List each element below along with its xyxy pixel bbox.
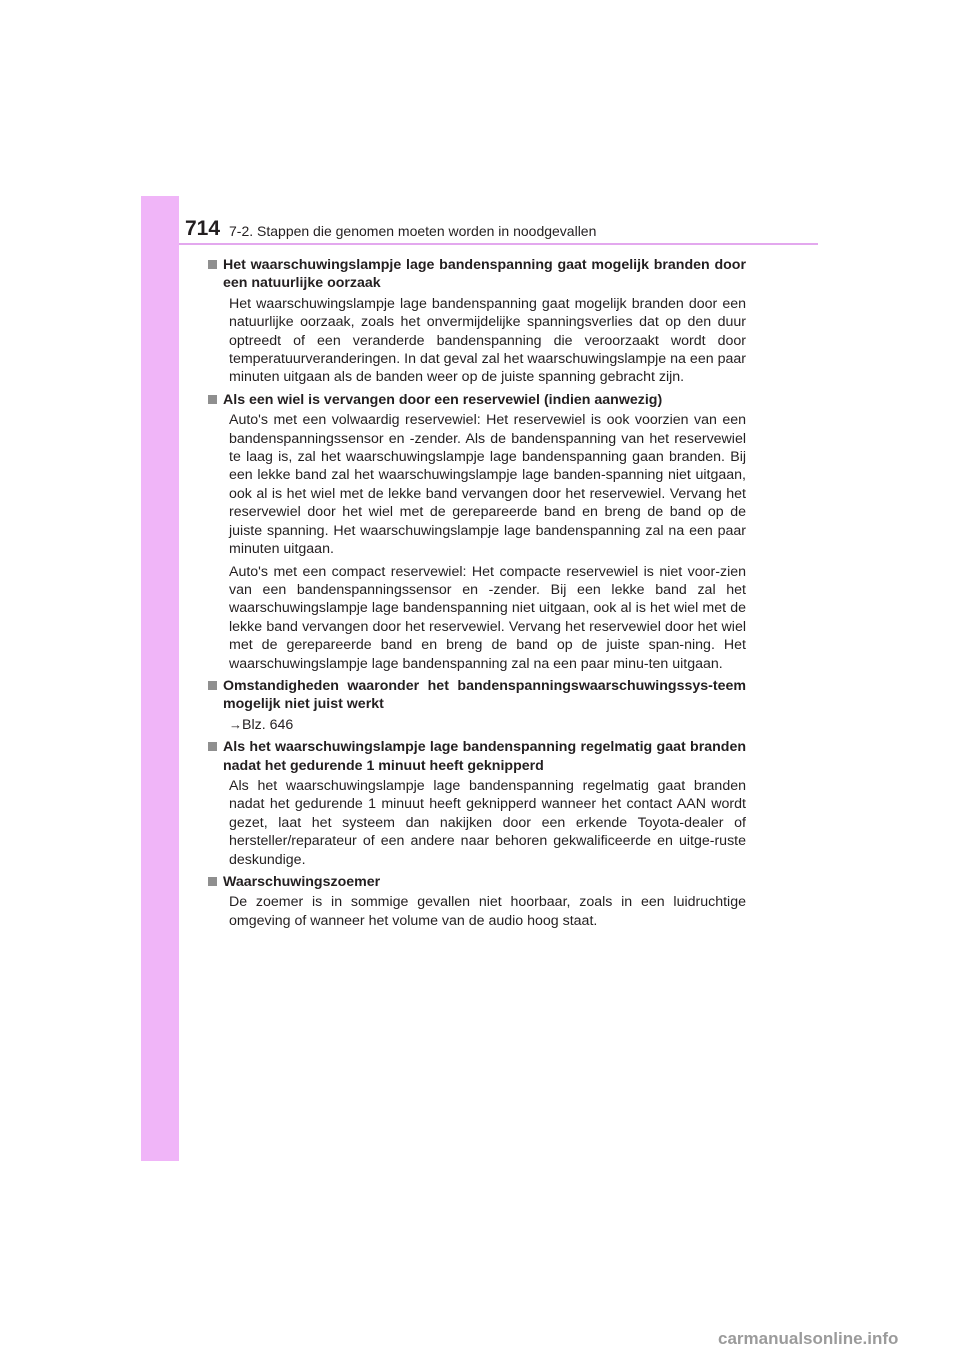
square-bullet-icon <box>208 742 217 751</box>
section-blinking-warning <box>208 738 746 869</box>
section-heading: Omstandigheden waaronder het bandenspanningswaarschuwingssys-teem mogelijk niet juist werkt <box>208 677 746 714</box>
section-heading: Als een wiel is vervangen door een reservewiel (indien aanwezig) <box>208 391 746 409</box>
paragraph: Auto's met een compact reservewiel: Het compacte reservewiel is niet voor-zien van een bandenspanningssensor en -zender. Bij een lekke band zal het waarschuwingslampje lage bandenspanning niet uitgaan, ook al is het wiel met de lekke band vervangen door het reservewiel. Vervang het reservewiel door het wiel met de gerepareerde band en breng de band op de juiste span-ning. Het waarschuwingslampje lage bandenspanning zal na een paar minu-ten uitgaan. <box>229 563 746 672</box>
section-heading: Het waarschuwingslampje lage bandenspanning gaat mogelijk branden door een natuurlijke oorzaak <box>208 256 746 293</box>
header-rule <box>179 243 818 245</box>
chapter-side-tab <box>141 196 179 1161</box>
page-reference-link[interactable]: Blz. 646 <box>242 716 294 733</box>
arrow-right-icon: → <box>229 716 242 732</box>
paragraph: Het waarschuwingslampje lage bandenspanning gaat mogelijk branden door een natuurlijke oorzaak, zoals het onvermijdelijke spanningsverlies dat op den duur optreedt of een veranderde bandenspanning die veroorzaakt wordt door temperatuurveranderingen. In dat geval zal het waarschuwingslampje na een paar minuten uitgaan als de banden weer op de juiste spanning gebracht zijn. <box>229 295 746 386</box>
square-bullet-icon <box>208 395 217 404</box>
paragraph: Als het waarschuwingslampje lage bandenspanning regelmatig gaat branden nadat het gedurende 1 minuut heeft geknipperd wanneer het contact AAN wordt gezet, laat het systeem dan nakijken door een erkende Toyota-dealer of hersteller/reparateur of een andere naar behoren gekwalificeerde en uitge-ruste deskundige. <box>229 777 746 868</box>
page-reference <box>229 716 746 734</box>
paragraph: De zoemer is in sommige gevallen niet hoorbaar, zoals in een luidruchtige omgeving of wanneer het volume van de audio hoog staat. <box>229 894 746 929</box>
square-bullet-icon <box>208 681 217 690</box>
section-buzzer <box>208 873 746 930</box>
paragraph: Auto's met een volwaardig reservewiel: Het reservewiel is ook voorzien van een bandenspanningssensor en -zender. Als de bandenspanning van het reservewiel te laag is, zal het waarschuwingslampje lage bandenspanning gaan branden. Bij een lekke band zal het waarschuwingslampje lage banden-spanning niet uitgaan, ook al is het wiel met de lekke band vervangen door het reservewiel. Vervang het reservewiel door het wiel met de gerepareerde band en breng de band op de juiste spanning. Het waarschuwingslampje lage bandenspanning zal na een paar minuten uitgaan. <box>229 412 746 558</box>
section-heading: Waarschuwingszoemer <box>208 873 746 891</box>
watermark: carmanualsonline.info <box>718 1329 899 1348</box>
section-natural-cause <box>208 256 746 387</box>
section-title: 7-2. Stappen die genomen moeten worden in noodgevallen <box>229 223 597 239</box>
square-bullet-icon <box>208 260 217 269</box>
page-content <box>208 256 746 934</box>
section-heading: Als het waarschuwingslampje lage bandenspanning regelmatig gaat branden nadat het gedurende 1 minuut heeft geknipperd <box>208 738 746 775</box>
page-number: 714 <box>185 217 221 240</box>
section-spare-wheel <box>208 391 746 673</box>
section-conditions <box>208 677 746 734</box>
square-bullet-icon <box>208 877 217 886</box>
